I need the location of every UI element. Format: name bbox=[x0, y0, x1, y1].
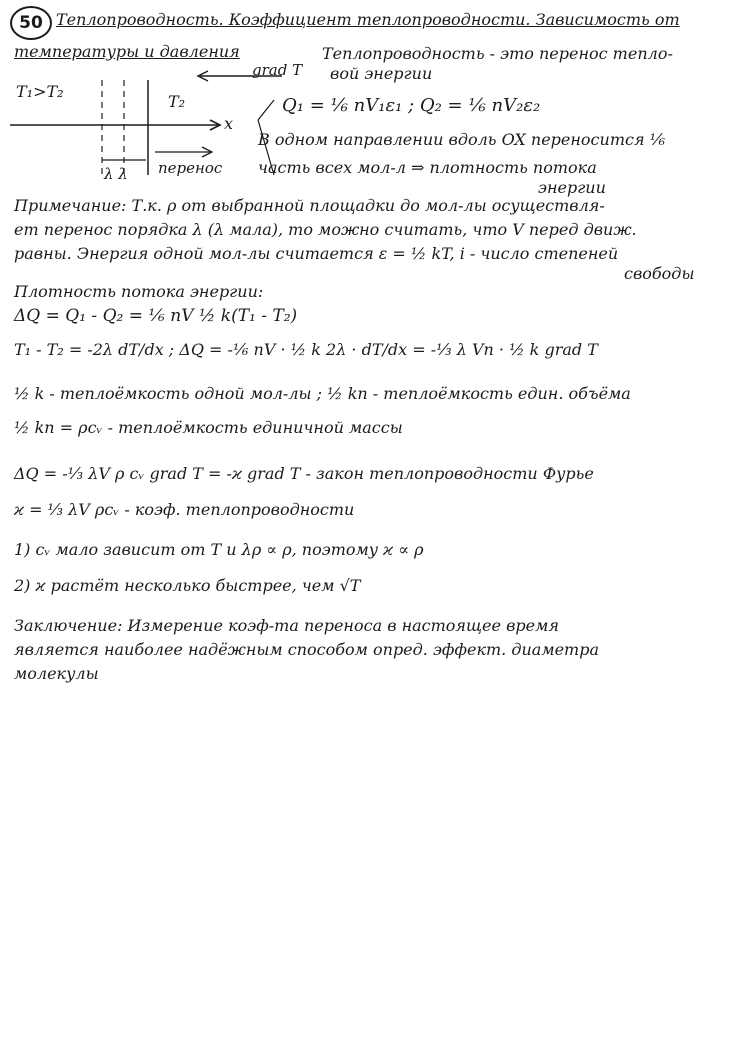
transfer-label: перенос bbox=[158, 159, 223, 177]
dependence-point-1: 1) cᵥ мало зависит от T и λρ ∝ ρ, поэтому ϰ ∝ ρ bbox=[14, 540, 424, 559]
definition-line-1: Теплопроводность - это перенос тепло- bbox=[322, 44, 673, 63]
flux-formula-2: T₁ - T₂ = -2λ dT/dx ; ΔQ = -⅙ nV · ½ k 2λ · dT/dx = -⅓ λ Vn · ½ k grad T bbox=[14, 340, 598, 359]
flux-formula-1: ΔQ = Q₁ - Q₂ = ⅙ nV ½ k(T₁ - T₂) bbox=[14, 306, 298, 326]
conclusion-line-1: Заключение: Измерение коэф-та переноса в настоящее время bbox=[14, 616, 559, 635]
grad-label: grad T bbox=[252, 61, 303, 79]
flux-heading: Плотность потока энергии: bbox=[14, 282, 264, 301]
conclusion-line-2: является наиболее надёжным способом опред. эффект. диаметра bbox=[14, 640, 600, 659]
t2-label: T₂ bbox=[168, 92, 186, 111]
heat-capacity-line: ½ k - теплоёмкость одной мол-лы ; ½ kn - теплоёмкость един. объёма bbox=[14, 384, 631, 403]
definition-line-2: вой энергии bbox=[330, 64, 433, 83]
direction-line-2: часть всех мол-л ⇒ плотность потока bbox=[258, 158, 597, 177]
energy-formula: Q₁ = ⅙ nV₁ε₁ ; Q₂ = ⅙ nV₂ε₂ bbox=[282, 95, 541, 116]
note-line-2: ет перенос порядка λ (λ мала), то можно считать, что V перед движ. bbox=[14, 220, 637, 239]
dependence-point-2: 2) ϰ растёт несколько быстрее, чем √T bbox=[14, 576, 361, 595]
note-line-3b: свободы bbox=[624, 264, 695, 283]
brace-top bbox=[258, 100, 274, 120]
t-compare-label: T₁>T₂ bbox=[16, 82, 64, 101]
direction-line-1: В одном направлении вдоль OX переносится ⅙ bbox=[258, 130, 666, 149]
x-axis-label: x bbox=[224, 114, 234, 133]
title-line-1: Теплопроводность. Коэффициент теплопроводности. Зависимость от bbox=[56, 10, 680, 29]
specific-heat-line: ½ kn = ρcᵥ - теплоёмкость единичной массы bbox=[14, 418, 403, 437]
note-line-1: Примечание: Т.к. ρ от выбранной площадки до мол-лы осуществля- bbox=[14, 196, 605, 215]
conclusion-line-3: молекулы bbox=[14, 664, 99, 683]
note-line-3: равны. Энергия одной мол-лы считается ε = ½ kT, i - число степеней bbox=[14, 244, 619, 263]
conductivity-coefficient-line: ϰ = ⅓ λV ρcᵥ - коэф. теплопроводности bbox=[14, 500, 355, 519]
fourier-law-line: ΔQ = -⅓ λV ρ cᵥ grad T = -ϰ grad T - закон теплопроводности Фурье bbox=[14, 464, 594, 483]
problem-number: 50 bbox=[10, 6, 52, 40]
lambda-label: λ λ bbox=[104, 165, 128, 183]
direction-line-3: энергии bbox=[538, 178, 606, 197]
title-line-2: температуры и давления bbox=[14, 42, 240, 61]
